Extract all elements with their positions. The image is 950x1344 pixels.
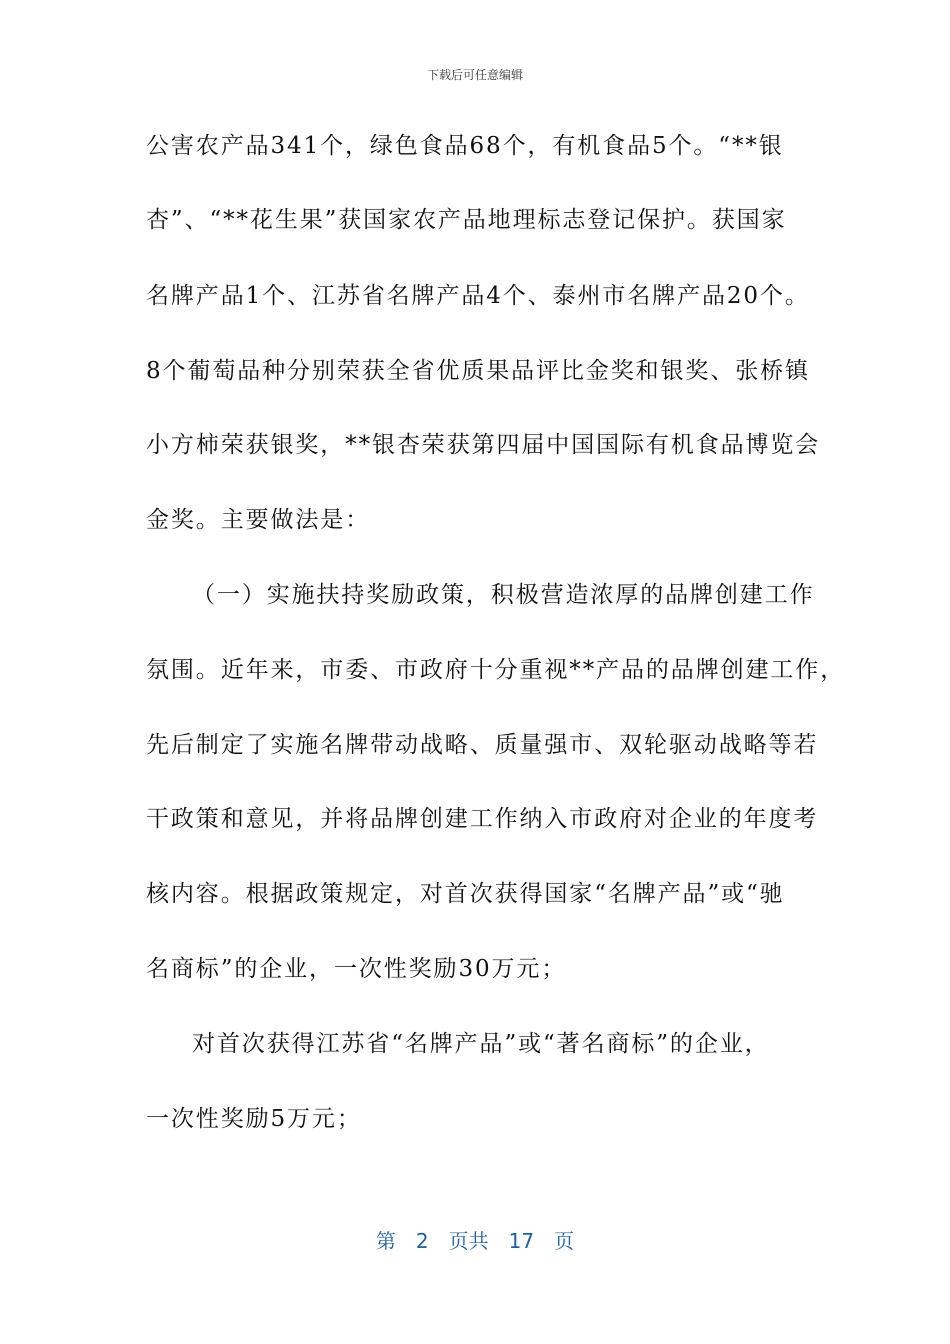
body-line: 一次性奖励5万元； (146, 1106, 362, 1132)
body-line: 先后制定了实施名牌带动战略、质量强市、双轮驱动战略等若 (146, 732, 819, 758)
body-line: 氛围。近年来，市委、市政府十分重视**产品的品牌创建工作， (146, 657, 846, 683)
header-note: 下载后可任意编辑 (426, 68, 523, 82)
body-line: 8个葡萄品种分别荣获全省优质果品评比金奖和银奖、张桥镇 (146, 358, 810, 384)
body-line: （一）实施扶持奖励政策，积极营造浓厚的品牌创建工作 (192, 582, 815, 608)
body-line: 对首次获得江苏省“名牌产品”或“著名商标”的企业， (192, 1031, 770, 1057)
body-line: 名牌产品1个、江苏省名牌产品4个、泰州市名牌产品20个。 (146, 283, 810, 309)
body-line: 公害农产品341个，绿色食品68个，有机食品5个。“**银 (146, 133, 784, 159)
page-label-suffix: 页 (554, 1229, 575, 1253)
body-line: 杏”、“**花生果”获国家农产品地理标志登记保护。获国家 (146, 207, 787, 233)
body-line: 名商标”的企业，一次性奖励30万元； (146, 956, 567, 982)
body-line: 核内容。根据政策规定，对首次获得国家“名牌产品”或“驰 (146, 881, 785, 907)
page-footer (0, 1225, 950, 1254)
page-label-prefix: 第 (375, 1229, 396, 1253)
page-label-middle: 页共 (448, 1229, 489, 1253)
current-page-number: 2 (415, 1229, 429, 1253)
body-line: 干政策和意见，并将品牌创建工作纳入市政府对企业的年度考 (146, 806, 819, 832)
body-line: 小方柿荣获银奖，**银杏荣获第四届中国国际有机食品博览会 (146, 432, 821, 458)
body-line: 金奖。主要做法是： (146, 507, 371, 533)
total-pages-number: 17 (508, 1229, 535, 1253)
